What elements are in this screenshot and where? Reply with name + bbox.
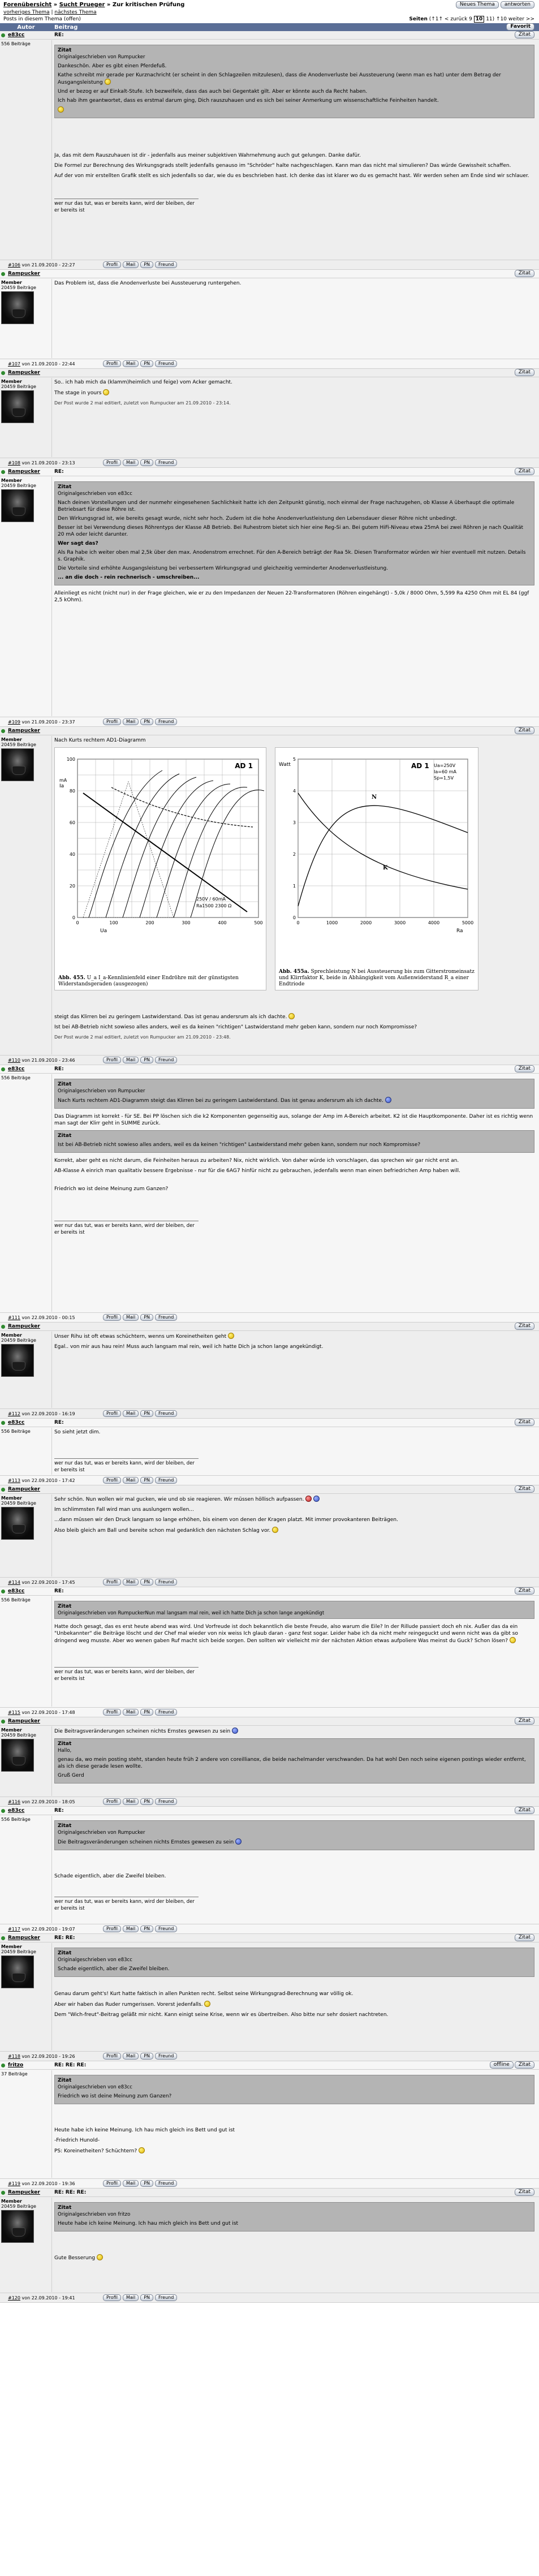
pm-button[interactable]: PN	[140, 1410, 153, 1417]
post-content: Nach Kurts rechtem AD1-Diagramm 0 100 200 300 400 500 0 20 40 60 80 100 AD 1 Ua Ia mA 250V / 60mA Ra1500 2300 Ω Abb. 455. U_a I_a-Kennlinienfeld einer Endröhre mit der günstigsten Widerstandsgeraden (ausgezogen) 0 1000 2000 3000 4000 5000 0 1 2 3 4 5 AD 1 Ua=250V Ia=60 mA Sp=1,5V Ra Watt N K Abb. 455a. Sprechleistung N bei Aussteuerung bis zum Gitterstromeinsatz und Klirrfaktor K, beide in Abhängigkeit vom Außenwiderstand R_a einer Endtriode steigt das Klirren bei zu geringem Lastwiderstand. Das ist genau andersrum als ich dachte. Ist bei AB-Betrieb nicht sowieso alles anders, weil es da keinen "richtigen" Lastwiderstand mehr geben kann, sondern nur noch Kompromisse? Der Post wurde 2 mal editiert, zuletzt von Rumpucker am 21.09.2010 - 23:48.	[54, 737, 534, 1054]
friend-button[interactable]: Freund	[155, 1798, 177, 1805]
post-subject: RE: RE:	[54, 1935, 75, 1941]
post-author-link[interactable]: Rampucker	[8, 728, 40, 734]
post-subject: RE:	[54, 1420, 64, 1425]
y-tick-label: 0	[292, 915, 296, 920]
post-author-link[interactable]: Rampucker	[8, 271, 40, 277]
y-tick-label: 20	[69, 884, 75, 889]
friend-button[interactable]: Freund	[155, 2294, 177, 2301]
post-content: Sehr schön. Nun wollen wir mal gucken, wie und ob sie reagieren. Wir müssen höllisch aufpassen. Im schlimmsten Fall wird man uns auslungern wollen... ...dann müssen wir den Druck langsam so lange erhöhen, bis einem von denen der Kragen platzt. Mit immer provokanteren Beiträgen. Also bleib gleich am Ball und bereite schon mal gedanklich den nächsten Schlag vor.	[54, 1497, 398, 1533]
topic-status	[0, 16, 539, 23]
diagram-kennlinien	[54, 747, 266, 990]
friend-button[interactable]: Freund	[155, 1709, 177, 1716]
post-permalink[interactable]: #112	[8, 1411, 20, 1416]
post-permalink[interactable]: #119	[8, 2181, 20, 2186]
pm-button[interactable]: PN	[140, 2053, 153, 2060]
profile-button[interactable]: Profil	[103, 718, 121, 725]
post: fritzo RE: RE: RE: offline Zitat 37 Beiträge Zitat Originalgeschrieben von e83cc Friedrich wo ist deine Meinung zum Ganzen? Heute habe ich keine Meinung. Ich hau mich gleich ins Bett und gut ist -Friedrich Hunold- PS: Koreinetheiten? Schüchtern? #119 von 22.09.2010 - 19:36 Profil Mail PN Freund	[0, 2061, 539, 2189]
post-author-link[interactable]: e83cc	[8, 1808, 25, 1813]
profile-button[interactable]: Profil	[103, 1057, 121, 1063]
post-permalink[interactable]: #118	[8, 2054, 20, 2059]
post-author-link[interactable]: e83cc	[8, 1420, 25, 1425]
post-permalink[interactable]: #111	[8, 1315, 20, 1320]
post-permalink[interactable]: #106	[8, 262, 20, 268]
post-permalink[interactable]: #109	[8, 720, 20, 725]
post-subject: RE: RE: RE:	[54, 2062, 87, 2068]
post-permalink[interactable]: #113	[8, 1478, 20, 1483]
post-permalink[interactable]: #107	[8, 361, 20, 367]
online-status-icon	[1, 272, 5, 276]
post-content: Zitat Originalgeschrieben von fritzo Heute habe ich keine Meinung. Ich hau mich gleich ins Bett und gut ist Gute Besserung	[54, 2199, 534, 2292]
post: e83cc RE: Zitat 556 Beiträge Zitat Originalgeschrieben von Rumpucker Dankeschön. Aber es gibt einen Pferdefuß. Kathe schreibt mir gerade per Kurznachricht (er scheint in den Schlagzeilen mitzulesen), dass die Anodenverluste bei Aussteuerung (wenn man es hat) unter dem Betrag der Ausgangsleistung Und er bezog er auf Einkalt-Stufe. Ich bezweifele, dass das auch bei Gegentakt gilt. Aber er könnte auch da Recht haben. Ich hab ihm geantwortet, dass es erstmal darum ging, Dich rauszuhauen und es sich bei seiner Anmerkung um wissenschaftliche Feinheiten handelt. Ja, das mit dem Rauszuhauen ist dir - jedenfalls aus meiner subjektiven Wahrnehmung auch gut gelungen. Danke dafür. Die Formel zur Berechnung des Wirkungsgrads stellt jedenfalls genauso im "Schröder" halte nachgeschlagen. Kann man das nicht mal simulieren? Das würde Gewissheit schaffen. Auf der von mir erstellten Grafik stellt es sich jedenfalls so dar, wie du es beschrieben hast. Ich denke das ist klarer wo du es gemacht hast. Wir werden sehen am Ende sind wir schlauer. wer nur das tut, was er bereits kann, wird der bleiben, der er bereits ist #106 von 21.09.2010 - 22:27 Profil Mail PN Freund	[0, 31, 539, 270]
post-author-link[interactable]: Rampucker	[8, 370, 40, 376]
reply-button[interactable]: antworten	[501, 1, 534, 8]
smiley-icon	[272, 1527, 278, 1533]
post-content: Zitat Originalgeschrieben von Rumpucker Nach Kurts rechtem AD1-Diagramm steigt das Klirren bei zu geringem Lastwiderstand. Das ist genau andersrum als ich dachte. Das Diagramm ist korrekt - für SE. Bei PP löschen sich die k2 Komponenten gegenseitig aus, solange der Amp im A-Bereich arbeitet. K2 ist die Hauptkomponente. Daher ist es richtig wenn man sagt der Klirr geht in SUMME zurück. Zitat Ist bei AB-Betrieb nicht sowieso alles anders, weil es da keinen "richtigen" Lastwiderstand mehr geben kann, sondern nur noch Kompromisse? Korrekt, aber geht es nicht darum, die Feinheiten heraus zu arbeiten? Nix, nicht wirklich. Von daher würde ich vorschlagen, das sprechen wir gar nicht erst an. AB-Klasse A einrich man qualitativ bessere Ergebnisse - nur für die 6AG7 hinfür nicht zu gebrauchen, jedenfalls wenn man einen befriedrichen Amp haben will. Friedrich wo ist deine Meinung zum Ganzen? wer nur das tut, was er bereits kann, wird der bleiben, der er bereits ist	[54, 1075, 534, 1312]
smiley-icon	[105, 79, 111, 85]
user-info: Member 20459 Beiträge	[0, 378, 52, 457]
post-content: Zitat Originalgeschrieben von Rumpucker Die Beitragsveränderungen scheinen nichts Ernstes gewesen zu sein Schade eigentlich, aber die Zweifel bleiben. wer nur das tut, was er bereits kann, wird der bleiben, der er bereits ist	[54, 1817, 534, 1923]
online-status-icon	[1, 1589, 5, 1593]
mail-button[interactable]: Mail	[123, 1410, 139, 1417]
online-status-icon	[1, 371, 5, 375]
next-topic-link[interactable]: nächstes Thema	[54, 10, 97, 15]
mail-button[interactable]: Mail	[123, 1709, 139, 1716]
post-author-link[interactable]: e83cc	[8, 1066, 25, 1072]
online-status-icon	[1, 2191, 5, 2195]
series-label: K	[383, 865, 388, 871]
y-tick-label: 5	[292, 757, 296, 762]
mail-button[interactable]: Mail	[123, 718, 139, 725]
x-tick-label: 3000	[394, 920, 406, 925]
post: Rampucker Zitat Member 20459 Beiträge Sehr schön. Nun wollen wir mal gucken, wie und ob sie reagieren. Wir müssen höllisch aufpassen. Im schlimmsten Fall wird man uns auslungern wollen... ...dann müssen wir den Druck langsam so lange erhöhen, bis einem von denen der Kragen platzt. Mit immer provokanteren Beiträgen. Also bleib gleich am Ball und bereite schon mal gedanklich den nächsten Schlag vor. #114 von 22.09.2010 - 17:45 Profil Mail PN Freund	[0, 1485, 539, 1587]
legend-entry: Ia=60 mA	[434, 769, 456, 774]
post-author-link[interactable]: fritzo	[8, 2062, 24, 2068]
post: Rampucker Zitat Member 20459 Beiträge Nach Kurts rechtem AD1-Diagramm 0 100 200 300 400 500 0 20 40 60 80 100 AD 1 Ua Ia mA 250V / 60mA Ra1500 2300 Ω Abb. 455. U_a I_a-Kennlinienfeld einer Endröhre mit der günstigsten Widerstandsgeraden (ausgezogen) 0 1000 2000 3000 4000 5000 0 1 2 3 4 5 AD 1 Ua=250V Ia=60 mA Sp=1,5V Ra Watt N K Abb. 455a. Sprechleistung N bei Aussteuerung bis zum Gitterstromeinsatz und Klirrfaktor K, beide in Abhängigkeit vom Außenwiderstand R_a einer Endtriode steigt das Klirren bei zu geringem Lastwiderstand. Das ist genau andersrum als ich dachte. Ist bei AB-Betrieb nicht sowieso alles anders, weil es da keinen "richtigen" Lastwiderstand mehr geben kann, sondern nur noch Kompromisse? Der Post wurde 2 mal editiert, zuletzt von Rumpucker am 21.09.2010 - 23:48. #110 von 21.09.2010 - 23:46 Profil Mail PN Freund	[0, 727, 539, 1065]
quote-button[interactable]: Zitat	[515, 1807, 534, 1814]
pm-button[interactable]: PN	[140, 1709, 153, 1716]
post-content: Zitat Originalgeschrieben von e83cc Schade eigentlich, aber die Zweifel bleiben. Genau darum geht's! Kurt hatte faktisch in allen Punkten recht. Selbst seine Wirkungsgrad-Berechnung war völlig ok. Aber wir haben das Ruder rumgerissen. Vorerst jedenfalls. Dem "Wich-freut"-Beitrag geläßt mir nicht. Kann einigt seine Krise, wenn wir es übertreiben. Also bitte nur sehr dosiert nachtreten.	[54, 1944, 534, 2051]
new-topic-button[interactable]: Neues Thema	[456, 1, 499, 8]
post-content: So sieht jetzt dim. wer nur das tut, was er bereits kann, wird der bleiben, der er bereits ist	[54, 1429, 534, 1475]
online-status-icon	[1, 33, 5, 37]
quote-button[interactable]: Zitat	[515, 1485, 534, 1493]
user-info: 556 Beiträge	[0, 1596, 52, 1707]
profile-button[interactable]: Profil	[103, 1477, 121, 1484]
user-info: Member 20459 Beiträge	[0, 1332, 52, 1408]
post-content: Zitat Originalgeschrieben von Rumpucker Dankeschön. Aber es gibt einen Pferdefuß. Kathe schreibt mir gerade per Kurznachricht (er scheint in den Schlagzeilen mitzulesen), dass die Anodenverluste bei Aussteuerung (wenn man es hat) unter dem Betrag der Ausgangsleistung Und er bezog er auf Einkalt-Stufe. Ich bezweifele, dass das auch bei Gegentakt gilt. Aber er könnte auch da Recht haben. Ich hab ihm geantwortet, dass es erstmal darum ging, Dich rauszuhauen und es sich bei seiner Anmerkung um wissenschaftliche Feinheiten handelt. Ja, das mit dem Rauszuhauen ist dir - jedenfalls aus meiner subjektiven Wahrnehmung auch gut gelungen. Danke dafür. Die Formel zur Berechnung des Wirkungsgrads stellt jedenfalls genauso im "Schröder" halte nachgeschlagen. Kann man das nicht mal simulieren? Das würde Gewissheit schaffen. Auf der von mir erstellten Grafik stellt es sich jedenfalls so dar, wie du es beschrieben hast. Ich denke das ist klarer wo du es gemacht hast. Wir werden sehen am Ende sind wir schlauer. wer nur das tut, was er bereits kann, wird der bleiben, der er bereits ist	[54, 41, 534, 259]
smiley-icon	[58, 106, 64, 113]
user-info	[0, 40, 52, 259]
quote-button[interactable]: Zitat	[515, 1323, 534, 1330]
pm-button[interactable]: PN	[140, 2180, 153, 2187]
post-count: 556 Beiträge	[1, 41, 31, 46]
series-label: N	[372, 794, 377, 800]
edit-note: Der Post wurde 2 mal editiert, zuletzt von Rumpucker am 21.09.2010 - 23:48.	[54, 1035, 231, 1040]
sprechleistung-chart	[275, 748, 479, 934]
x-tick-label: 200	[145, 920, 154, 925]
friend-button[interactable]: Freund	[155, 1477, 177, 1484]
x-tick-label: 500	[254, 920, 263, 925]
post-content: Unser Rihu ist oft etwas schüchtern, wenns um Koreinetheiten geht Egal.. von mir aus hau rein! Muss auch langsam mal rein, weil ich hatte Dich ja schon lange angekündigt.	[54, 1334, 324, 1350]
avatar	[1, 1739, 34, 1772]
chart-title: AD 1	[411, 762, 429, 770]
online-status-icon	[1, 1720, 5, 1724]
pm-button[interactable]: PN	[140, 1798, 153, 1805]
avatar	[1, 1507, 34, 1540]
quote-block: Zitat Originalgeschrieben von e83cc Friedrich wo ist deine Meinung zum Ganzen?	[54, 2075, 534, 2104]
crumb-home-link[interactable]: Forenübersicht	[3, 2, 52, 8]
pm-button[interactable]: PN	[140, 1314, 153, 1321]
profile-button[interactable]: Profil	[103, 360, 121, 367]
y-tick-label: 40	[69, 852, 75, 857]
signature: wer nur das tut, was er bereits kann, wird der bleiben, der er bereits ist	[54, 1458, 199, 1474]
friend-button[interactable]: Freund	[155, 261, 177, 268]
post-author-link[interactable]: Rampucker	[8, 469, 40, 475]
post: Rampucker RE: Zitat Member 20459 Beiträge Zitat Originalgeschrieben von e83cc Nach deinen Vorstellungen und der nunmehr eingesehenen Sachlichkeit hatte ich den Zeitpunkt günstig, noch einmal der Frage nachzugehen, ob Klasse A überhaupt die optimale Betriebsart für diese Röhre ist. Den Wirkungsgrad ist, wie bereits gesagt wurde, nicht sehr hoch. Zudem ist die hohe Anodenverlustleistung den Lebensdauer dieser Röhre nicht unbedingt. Besser ist bei Verwendung dieses Röhrentyps der Klasse AB Betrieb. Bei Ruhestrom bietet sich hier eine Reg-Si an. Bei gutem HiFi-Niveau etwa 25mA bei zwei Röhren je nach Qualität 20 mA oder leicht darunter. Wer sagt das? Als Ra habe ich weiter oben mal 2,5k über den max. Anodenstrom errechnet. Für den A-Bereich beträgt der Raa 5k. Diesen Transformator würden wir hier eventuell mit nutzen. Details s. Graphik. Die Vorteile sind erhöhte Ausgangsleistung bei verbessertem Wirkungsgrad und gleichzeitig verminderter Anodenverlustleistung. ... an die doch - rein rechnerisch - umschreiben... Alleinliegt es nicht (nicht nur) in der Frage gleichen, wie er zu den Impedanzen der Neuen 22-Transformatoren (Röhren eingehängt) - 5,0k / 8000 Ohm, 5,599 Ra 4250 Ohm mit EL 84 (ggf 2,5 kOhm). #109 von 21.09.2010 - 23:37 Profil Mail PN Freund	[0, 468, 539, 727]
quote-block: Zitat Originalgeschrieben von e83cc Schade eigentlich, aber die Zweifel bleiben.	[54, 1948, 534, 1977]
profile-button[interactable]: Profil	[103, 2053, 121, 2060]
table-header	[0, 23, 539, 31]
post-subject: RE:	[54, 1588, 64, 1594]
quote-button[interactable]: Zitat	[515, 727, 534, 734]
quote-block: Zitat Originalgeschrieben von Rumpucker Die Beitragsveränderungen scheinen nichts Ernstes gewesen zu sein	[54, 1820, 534, 1850]
post-subject: RE:	[54, 32, 64, 38]
friend-button[interactable]: Freund	[155, 459, 177, 466]
online-status-icon	[1, 1421, 5, 1425]
post-subject: RE:	[54, 1066, 64, 1072]
quote-button[interactable]: Zitat	[515, 2189, 534, 2196]
avatar	[1, 2210, 34, 2243]
y-tick-label: 1	[292, 884, 296, 889]
post: Rampucker Zitat Member 20459 Beiträge So.. ich hab mich da (klamm)heimlich und feige) vom Acker gemacht. The stage in yours Der Post wurde 2 mal editiert, zuletzt von Rumpucker am 21.09.2010 - 23:14. #108 von 21.09.2010 - 23:13 Profil Mail PN Freund	[0, 369, 539, 468]
user-info: Member 20459 Beiträge	[0, 1943, 52, 2051]
online-status-icon	[1, 1488, 5, 1492]
avatar	[1, 748, 34, 781]
characteristic-curve	[106, 774, 179, 917]
post: Rampucker Zitat Member 20459 Beiträge Die Beitragsveränderungen scheinen nichts Ernstes gewesen zu sein Zitat Hallo, genau da, wo mein posting steht, standen heute früh 2 andere von coreillianox, die beide nachelmander verschwanden. Da hat wohl Den noch seine eigenen postings wieder entfernt, als ich diese gerade lesen wollte. Gruß Gerd #116 von 22.09.2010 - 18:05 Profil Mail PN Freund	[0, 1717, 539, 1807]
quote-button[interactable]: Zitat	[515, 1717, 534, 1725]
quote-block: Zitat Originalgeschrieben von e83cc Nach deinen Vorstellungen und der nunmehr eingesehenen Sachlichkeit hatte ich den Zeitpunkt günstig, noch einmal der Frage nachzugehen, ob Klasse A überhaupt die optimale Betriebsart für diese Röhre ist. Den Wirkungsgrad ist, wie bereits gesagt wurde, nicht sehr hoch. Zudem ist die hohe Anodenverlustleistung den Lebensdauer dieser Röhre nicht unbedingt. Besser ist bei Verwendung dieses Röhrentyps der Klasse AB Betrieb. Bei Ruhestrom bietet sich hier eine Reg-Si an. Bei gutem HiFi-Niveau etwa 25mA bei zwei Röhren je nach Qualität 20 mA oder leicht darunter. Wer sagt das? Als Ra habe ich weiter oben mal 2,5k über den max. Anodenstrom errechnet. Für den A-Bereich beträgt der Raa 5k. Diesen Transformator würden wir hier eventuell mit nutzen. Details s. Graphik. Die Vorteile sind erhöhte Ausgangsleistung bei verbessertem Wirkungsgrad und gleichzeitig verminderter Anodenverlustleistung. ... an die doch - rein rechnerisch - umschreiben...	[54, 481, 534, 585]
y-tick-label: 60	[69, 820, 75, 825]
avatar	[1, 489, 34, 522]
profile-button[interactable]: Profil	[103, 1579, 121, 1586]
post-content: Zitat Originalgeschrieben von RumpuckerNun mal langsam mal rein, weil ich hatte Dich ja schon lange angekündigt Hatte doch gesagt, das es erst heute abend was wird. Und Vorfreude ist doch bekanntlich die beste Freude, also warum die Eile? In der Rillude passiert doch eh nix. Außer das da ein "Unbekannter" die Beiträge löscht und der Chef mal wieder von nix weiss Ich glaub daran - ganz fest sogar. Leider habe ich da nicht mehr reingeguckt und wenn nicht was da gibt so dringend weg musste. Aber wo wenen gaben Ruf macht sich beide sorgen. Den sollten wir vielleicht mir der nächsten Aktion etwas aufpoliere Was meinst du Guck? Schon lösen? wer nur das tut, was er bereits kann, wird der bleiben, der er bereits ist	[54, 1597, 534, 1707]
post-permalink[interactable]: #114	[8, 1580, 20, 1585]
x-tick-label: 100	[109, 920, 118, 925]
smiley-icon	[305, 1496, 312, 1502]
user-info: 556 Beiträge	[0, 1074, 52, 1312]
post-subject: RE:	[54, 1808, 64, 1813]
col-author-header: Autor	[17, 24, 35, 31]
edit-note: Der Post wurde 2 mal editiert, zuletzt von Rumpucker am 21.09.2010 - 23:14.	[54, 400, 231, 406]
chart-title: AD 1	[235, 762, 253, 770]
col-post-header: Beitrag	[54, 24, 78, 31]
chart-annotation: Ra1500 2300 Ω	[196, 903, 232, 908]
x-tick-label: 0	[296, 920, 300, 925]
y-axis-label: Watt	[279, 762, 291, 768]
online-status-icon	[1, 470, 5, 474]
online-status-icon	[1, 1325, 5, 1329]
profile-button[interactable]: Profil	[103, 1709, 121, 1716]
kennlinien-chart	[55, 748, 267, 934]
working-area	[83, 782, 174, 917]
legend-entry: Ua=250V	[434, 763, 456, 768]
legend-entry: Sp=1,5V	[434, 776, 454, 781]
figure-caption: Abb. 455. U_a I_a-Kennlinienfeld einer Endröhre mit der günstigsten Widerstandsgeraden (ausgezogen)	[58, 975, 239, 987]
friend-button[interactable]: Freund	[155, 2053, 177, 2060]
post-permalink[interactable]: #110	[8, 1058, 20, 1063]
smiley-icon	[313, 1496, 320, 1502]
user-info: Member 20459 Beiträge	[0, 2198, 52, 2292]
smiley-icon	[288, 1013, 295, 1019]
post-content: Das Problem ist, dass die Anodenverluste bei Aussteuerung runtergehen.	[54, 281, 242, 286]
y-tick-label: 4	[292, 789, 296, 794]
pm-button[interactable]: PN	[140, 360, 153, 367]
page-links-next[interactable]: 11) ↑10 weiter >>	[486, 16, 534, 22]
mail-button[interactable]: Mail	[123, 2294, 139, 2301]
user-info: Member 20459 Beiträge	[0, 477, 52, 716]
mail-button[interactable]: Mail	[123, 1925, 139, 1932]
x-tick-label: 400	[218, 920, 227, 925]
pm-button[interactable]: PN	[140, 1477, 153, 1484]
quote-button[interactable]: Zitat	[515, 1419, 534, 1426]
post: Rampucker RE: RE: RE: Zitat Member 20459 Beiträge Zitat Originalgeschrieben von fritzo Heute habe ich keine Meinung. Ich hau mich gleich ins Bett und gut ist Gute Besserung #120 von 22.09.2010 - 19:41 Profil Mail PN Freund	[0, 2189, 539, 2303]
post: e83cc RE: Zitat 556 Beiträge Zitat Originalgeschrieben von RumpuckerNun mal langsam mal rein, weil ich hatte Dich ja schon lange angekündigt Hatte doch gesagt, das es erst heute abend was wird. Und Vorfreude ist doch bekanntlich die beste Freude, also warum die Eile? In der Rillude passiert doch eh nix. Außer das da ein "Unbekannter" die Beiträge löscht und der Chef mal wieder von nix weiss Ich glaub daran - ganz fest sogar. Leider habe ich da nicht mehr reingeguckt und wenn nicht was da gibt so dringend weg musste. Aber wo wenen gaben Ruf macht sich beide sorgen. Den sollten wir vielleicht mir der nächsten Aktion etwas aufpoliere Was meinst du Guck? Schon lösen? wer nur das tut, was er bereits kann, wird der bleiben, der er bereits ist #115 von 22.09.2010 - 17:48 Profil Mail PN Freund	[0, 1587, 539, 1717]
post-content: Zitat Originalgeschrieben von e83cc Nach deinen Vorstellungen und der nunmehr eingesehenen Sachlichkeit hatte ich den Zeitpunkt günstig, noch einmal der Frage nachzugehen, ob Klasse A überhaupt die optimale Betriebsart für diese Röhre ist. Den Wirkungsgrad ist, wie bereits gesagt wurde, nicht sehr hoch. Zudem ist die hohe Anodenverlustleistung den Lebensdauer dieser Röhre nicht unbedingt. Besser ist bei Verwendung dieses Röhrentyps der Klasse AB Betrieb. Bei Ruhestrom bietet sich hier eine Reg-Si an. Bei gutem HiFi-Niveau etwa 25mA bei zwei Röhren je nach Qualität 20 mA oder leicht darunter. Wer sagt das? Als Ra habe ich weiter oben mal 2,5k über den max. Anodenstrom errechnet. Für den A-Bereich beträgt der Raa 5k. Diesen Transformator würden wir hier eventuell mit nutzen. Details s. Graphik. Die Vorteile sind erhöhte Ausgangsleistung bei verbessertem Wirkungsgrad und gleichzeitig verminderter Anodenverlustleistung. ... an die doch - rein rechnerisch - umschreiben... Alleinliegt es nicht (nicht nur) in der Frage gleichen, wie er zu den Impedanzen der Neuen 22-Transformatoren (Röhren eingehängt) - 5,0k / 8000 Ohm, 5,599 Ra 4250 Ohm mit EL 84 (ggf 2,5 kOhm).	[54, 478, 534, 716]
smiley-icon	[385, 1097, 391, 1103]
smiley-icon	[97, 2254, 103, 2260]
signature: wer nur das tut, was er bereits kann, wird der bleiben, der er bereits ist	[54, 1221, 199, 1236]
post-permalink[interactable]: #108	[8, 460, 20, 466]
user-info: 556 Beiträge	[0, 1816, 52, 1923]
figure-caption: Abb. 455a. Sprechleistung N bei Aussteuerung bis zum Gitterstromeinsatz und Klirrfaktor K, beide in Abhängigkeit vom Außenwiderstand R_a einer Endtriode	[279, 969, 475, 987]
crumb-topic: Zur kritischen Prüfung	[112, 2, 185, 8]
current-page: 10	[474, 16, 485, 23]
y-unit-label: mA	[59, 778, 67, 783]
mail-button[interactable]: Mail	[123, 1579, 139, 1586]
y-tick-label: 100	[66, 757, 75, 762]
x-tick-label: 300	[182, 920, 191, 925]
mail-button[interactable]: Mail	[123, 459, 139, 466]
breadcrumb: Forenübersicht » Sucht Prueger » Zur kritischen Prüfung	[3, 2, 185, 8]
pm-button[interactable]: PN	[140, 718, 153, 725]
power-hyperbola	[111, 787, 253, 827]
quote-block: Zitat Originalgeschrieben von Rumpucker Dankeschön. Aber es gibt einen Pferdefuß. Kathe schreibt mir gerade per Kurznachricht (er scheint in den Schlagzeilen mitzulesen), dass die Anodenverluste bei Aussteuerung (wenn man es hat) unter dem Betrag der Ausgangsleistung Und er bezog er auf Einkalt-Stufe. Ich bezweifele, dass das auch bei Gegentakt gilt. Aber er könnte auch da Recht haben. Ich hab ihm geantwortet, dass es erstmal darum ging, Dich rauszuhauen und es sich bei seiner Anmerkung um wissenschaftliche Feinheiten handelt.	[54, 45, 534, 118]
post: e83cc RE: Zitat 556 Beiträge Zitat Originalgeschrieben von Rumpucker Die Beitragsveränderungen scheinen nichts Ernstes gewesen zu sein Schade eigentlich, aber die Zweifel bleiben. wer nur das tut, was er bereits kann, wird der bleiben, der er bereits ist #117 von 22.09.2010 - 19:07 Profil Mail PN Freund	[0, 1807, 539, 1934]
mail-button[interactable]: Mail	[123, 261, 139, 268]
pm-button[interactable]: PN	[140, 2294, 153, 2301]
series-k-line	[298, 793, 468, 889]
post: Rampucker RE: RE: Zitat Member 20459 Beiträge Zitat Originalgeschrieben von e83cc Schade eigentlich, aber die Zweifel bleiben. Genau darum geht's! Kurt hatte faktisch in allen Punkten recht. Selbst seine Wirkungsgrad-Berechnung war völlig ok. Aber wir haben das Ruder rumgerissen. Vorerst jedenfalls. Dem "Wich-freut"-Beitrag geläßt mir nicht. Kann einigt seine Krise, wenn wir es übertreiben. Also bitte nur sehr dosiert nachtreten. #118 von 22.09.2010 - 19:26 Profil Mail PN Freund	[0, 1934, 539, 2061]
avatar	[1, 1344, 34, 1377]
online-status-icon	[1, 1809, 5, 1813]
signature: wer nur das tut, was er bereits kann, wird der bleiben, der er bereits ist	[54, 1897, 199, 1912]
crumb-forum-link[interactable]: Sucht Prueger	[59, 2, 105, 8]
pagination: Seiten (↑1↑ < zurück 9 10 11) ↑10 weiter >>	[409, 16, 534, 22]
mail-button[interactable]: Mail	[123, 2180, 139, 2187]
signature: wer nur das tut, was er bereits kann, wird der bleiben, der er bereits ist	[54, 199, 199, 214]
post: Rampucker Zitat Member 20459 Beiträge Das Problem ist, dass die Anodenverluste bei Aussteuerung runtergehen. #107 von 21.09.2010 - 22:44 Profil Mail PN Freund	[0, 270, 539, 369]
post-author-link[interactable]: e83cc	[8, 1588, 25, 1594]
quote-button[interactable]: Zitat	[515, 1587, 534, 1595]
smiley-icon	[103, 389, 109, 395]
post-content: Zitat Originalgeschrieben von e83cc Friedrich wo ist deine Meinung zum Ganzen? Heute habe ich keine Meinung. Ich hau mich gleich ins Bett und gut ist -Friedrich Hunold- PS: Koreinetheiten? Schüchtern?	[54, 2071, 534, 2178]
mail-button[interactable]: Mail	[123, 1314, 139, 1321]
pm-button[interactable]: PN	[140, 261, 153, 268]
quote-block: Zitat Originalgeschrieben von fritzo Heute habe ich keine Meinung. Ich hau mich gleich ins Bett und gut ist	[54, 2202, 534, 2232]
x-axis-label: Ua	[100, 928, 107, 934]
profile-button[interactable]: Profil	[103, 1410, 121, 1417]
pm-button[interactable]: PN	[140, 459, 153, 466]
profile-button[interactable]: Profil	[103, 2294, 121, 2301]
prev-topic-link[interactable]: vorheriges Thema	[3, 10, 50, 15]
post: e83cc RE: Zitat 556 Beiträge Zitat Originalgeschrieben von Rumpucker Nach Kurts rechtem AD1-Diagramm steigt das Klirren bei zu geringem Lastwiderstand. Das ist genau andersrum als ich dachte. Das Diagramm ist korrekt - für SE. Bei PP löschen sich die k2 Komponenten gegenseitig aus, solange der Amp im A-Bereich arbeitet. K2 ist die Hauptkomponente. Daher ist es richtig wenn man sagt der Klirr geht in SUMME zurück. Zitat Ist bei AB-Betrieb nicht sowieso alles anders, weil es da keinen "richtigen" Lastwiderstand mehr geben kann, sondern nur noch Kompromisse? Korrekt, aber geht es nicht darum, die Feinheiten heraus zu arbeiten? Nix, nicht wirklich. Von daher würde ich vorschlagen, das sprechen wir gar nicht erst an. AB-Klasse A einrich man qualitativ bessere Ergebnisse - nur für die 6AG7 hinfür nicht zu gebrauchen, jedenfalls wenn man einen befriedrichen Amp haben will. Friedrich wo ist deine Meinung zum Ganzen? wer nur das tut, was er bereits kann, wird der bleiben, der er bereits ist #111 von 22.09.2010 - 00:15 Profil Mail PN Freund	[0, 1065, 539, 1323]
post-author-link[interactable]: Rampucker	[8, 1324, 40, 1329]
load-line	[83, 793, 247, 912]
friend-button[interactable]: Freund	[155, 1314, 177, 1321]
smiley-icon	[204, 2001, 210, 2007]
user-info: Member 20459 Beiträge	[0, 279, 52, 358]
smiley-icon	[235, 1838, 242, 1845]
smiley-icon	[228, 1333, 234, 1339]
online-status-icon	[1, 729, 5, 733]
post: e83cc RE: Zitat 556 Beiträge So sieht jetzt dim. wer nur das tut, was er bereits kann, wird der bleiben, der er bereits ist #113 von 22.09.2010 - 17:42 Profil Mail PN Freund	[0, 1419, 539, 1485]
post-author-link[interactable]: Rampucker	[8, 2190, 40, 2195]
x-tick-label: 2000	[360, 920, 372, 925]
mail-button[interactable]: Mail	[123, 2053, 139, 2060]
friend-button[interactable]: Freund	[155, 1925, 177, 1932]
quote-block: Zitat Originalgeschrieben von RumpuckerNun mal langsam mal rein, weil ich hatte Dich ja schon lange angekündigt	[54, 1601, 534, 1619]
x-tick-label: 1000	[326, 920, 338, 925]
avatar	[1, 1955, 34, 1988]
characteristic-curve	[123, 777, 196, 917]
profile-button[interactable]: Profil	[103, 1798, 121, 1805]
post-author-link[interactable]: Rampucker	[8, 1718, 40, 1724]
quote-button[interactable]: Zitat	[515, 1065, 534, 1072]
profile-button[interactable]: Profil	[103, 1925, 121, 1932]
quote-button[interactable]: Zitat	[515, 2061, 534, 2069]
friend-button[interactable]: Freund	[155, 1057, 177, 1063]
user-info: Member 20459 Beiträge	[0, 1726, 52, 1796]
favorite-button[interactable]: Favorit	[506, 23, 534, 31]
post-permalink[interactable]: #115	[8, 1710, 20, 1715]
friend-button[interactable]: Freund	[155, 718, 177, 725]
user-info: 37 Beiträge	[0, 2070, 52, 2178]
characteristic-curve	[89, 770, 162, 917]
x-tick-label: 5000	[462, 920, 474, 925]
pm-button[interactable]: PN	[140, 1579, 153, 1586]
quote-button[interactable]: Zitat	[515, 468, 534, 475]
quote-button[interactable]: Zitat	[515, 1934, 534, 1941]
y-axis-label: Ia	[59, 783, 64, 789]
pm-button[interactable]: PN	[140, 1057, 153, 1063]
topic-status-text: Posts in diesem Thema (offen)	[3, 16, 81, 22]
x-tick-label: 4000	[428, 920, 440, 925]
post-author-link[interactable]: e83cc	[8, 32, 25, 38]
profile-button[interactable]: Profil	[103, 459, 121, 466]
post-permalink[interactable]: #120	[8, 2295, 20, 2301]
top-bar	[0, 0, 539, 10]
y-tick-label: 2	[292, 852, 296, 857]
offline-button[interactable]: offline	[490, 2061, 514, 2069]
x-tick-label: 0	[76, 920, 79, 925]
friend-button[interactable]: Freund	[155, 2180, 177, 2187]
mail-button[interactable]: Mail	[123, 360, 139, 367]
mail-button[interactable]: Mail	[123, 1477, 139, 1484]
page-links-prev[interactable]: (↑1↑ < zurück 9	[429, 16, 472, 22]
mail-button[interactable]: Mail	[123, 1057, 139, 1063]
avatar	[1, 390, 34, 423]
post-permalink[interactable]: #117	[8, 1927, 20, 1932]
quote-button[interactable]: Zitat	[515, 270, 534, 277]
mail-button[interactable]: Mail	[123, 1798, 139, 1805]
quote-button[interactable]: Zitat	[515, 369, 534, 376]
x-axis-label: Ra	[456, 928, 463, 934]
quote-button[interactable]: Zitat	[515, 31, 534, 38]
y-tick-label: 80	[69, 789, 75, 794]
post-content: So.. ich hab mich da (klamm)heimlich und feige) vom Acker gemacht. The stage in yours Der Post wurde 2 mal editiert, zuletzt von Rumpucker am 21.09.2010 - 23:14.	[54, 379, 534, 457]
avatar	[1, 291, 34, 324]
smiley-icon	[139, 2147, 145, 2153]
series-n-line	[298, 805, 468, 906]
post-subject: RE: RE: RE:	[54, 2190, 87, 2195]
y-tick-label: 0	[72, 915, 75, 920]
quote-block: Zitat Hallo, genau da, wo mein posting steht, standen heute früh 2 andere von coreillianox, die beide nachelmander verschwanden. Da hat wohl Den noch seine eigenen postings wieder entfernt, als ich diese gerade lesen wollte. Gruß Gerd	[54, 1738, 534, 1784]
user-info: 556 Beiträge	[0, 1428, 52, 1475]
y-tick-label: 3	[292, 820, 296, 825]
post-permalink[interactable]: #116	[8, 1799, 20, 1804]
post-author-link[interactable]: Rampucker	[8, 1487, 40, 1492]
profile-button[interactable]: Profil	[103, 1314, 121, 1321]
quote-block: Zitat Ist bei AB-Betrieb nicht sowieso alles anders, weil es da keinen "richtigen" Lastwiderstand mehr geben kann, sondern nur noch Kompromisse?	[54, 1130, 534, 1153]
topic-nav: vorheriges Thema | nächstes Thema	[3, 10, 97, 15]
post: Rampucker Zitat Member 20459 Beiträge Unser Rihu ist oft etwas schüchtern, wenns um Koreinetheiten geht Egal.. von mir aus hau rein! Muss auch langsam mal rein, weil ich hatte Dich ja schon lange angekündigt. #112 von 22.09.2010 - 16:19 Profil Mail PN Freund	[0, 1323, 539, 1419]
post-author-link[interactable]: Rampucker	[8, 1935, 40, 1941]
chart-annotation: 250V / 60mA	[196, 897, 226, 902]
online-status-icon	[1, 1067, 5, 1071]
online-status-icon	[1, 2064, 5, 2067]
post-subject: RE:	[54, 469, 64, 475]
online-status-icon	[1, 1936, 5, 1940]
signature: wer nur das tut, was er bereits kann, wird der bleiben, der er bereits ist	[54, 1667, 199, 1682]
user-info: Member 20459 Beiträge	[0, 736, 52, 1054]
profile-button[interactable]: Profil	[103, 261, 121, 268]
friend-button[interactable]: Freund	[155, 360, 177, 367]
smiley-icon	[510, 1637, 516, 1643]
diagram-sprechleistung	[275, 747, 478, 990]
friend-button[interactable]: Freund	[155, 1579, 177, 1586]
friend-button[interactable]: Freund	[155, 1410, 177, 1417]
pm-button[interactable]: PN	[140, 1925, 153, 1932]
smiley-icon	[232, 1728, 238, 1734]
quote-block: Zitat Originalgeschrieben von Rumpucker Nach Kurts rechtem AD1-Diagramm steigt das Klirren bei zu geringem Lastwiderstand. Das ist genau andersrum als ich dachte.	[54, 1079, 534, 1109]
user-info: Member 20459 Beiträge	[0, 1494, 52, 1576]
profile-button[interactable]: Profil	[103, 2180, 121, 2187]
post-content: Die Beitragsveränderungen scheinen nichts Ernstes gewesen zu sein Zitat Hallo, genau da, wo mein posting steht, standen heute früh 2 andere von coreillianox, die beide nachelmander verschwanden. Da hat wohl Den noch seine eigenen postings wieder entfernt, als ich diese gerade lesen wollte. Gruß Gerd	[54, 1728, 534, 1796]
